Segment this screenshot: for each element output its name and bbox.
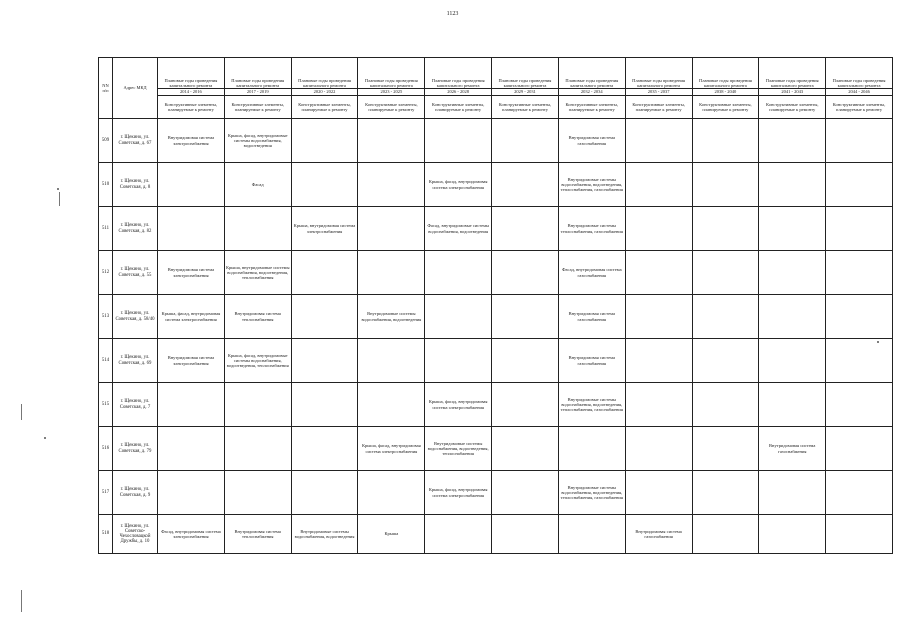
repair-cell: [625, 383, 692, 427]
table-row: [99, 427, 893, 471]
table-row: [99, 515, 893, 554]
years-header: 2014 - 2016: [158, 89, 225, 96]
page-number: 1123: [446, 11, 459, 17]
repair-cell: Внутридомовая система электроснабжения: [158, 119, 225, 163]
scan-mark: [21, 590, 22, 612]
elements-header: Конструктивные элементы, планируемые к ремонту: [759, 96, 826, 119]
elements-header: Конструктивные элементы, планируемые к ремонту: [492, 96, 559, 119]
row-number: 510: [99, 163, 113, 207]
repair-cell: [759, 251, 826, 295]
repair-cell: [826, 427, 893, 471]
repair-cell: [224, 207, 291, 251]
scan-dot: [44, 437, 46, 439]
repair-cell: [826, 515, 893, 554]
repair-cell: Крыша, внутридомовая система электроснабжения: [291, 207, 358, 251]
repair-cell: [492, 207, 559, 251]
repair-cell: [358, 471, 425, 515]
table-header: [99, 58, 893, 119]
table-row: [99, 207, 893, 251]
scan-dot: [877, 341, 879, 343]
repair-cell: [224, 427, 291, 471]
repair-cell: [358, 207, 425, 251]
years-header: 2020 - 2022: [291, 89, 358, 96]
repair-cell: Внутридомовая система газоснабжения: [759, 427, 826, 471]
repair-cell: [492, 163, 559, 207]
repair-cell: [692, 251, 759, 295]
repair-cell: Фасад: [224, 163, 291, 207]
repair-cell: [158, 427, 225, 471]
repair-cell: [492, 515, 559, 554]
plan-header: Плановые годы проведения капитального ремонта: [826, 58, 893, 89]
repair-cell: [291, 295, 358, 339]
repair-cell: Внутридомовая система газоснабжения: [625, 515, 692, 554]
repair-cell: Фасад, внутридомовая система газоснабжения: [558, 251, 625, 295]
elements-header: Конструктивные элементы, планируемые к ремонту: [558, 96, 625, 119]
repair-cell: [826, 251, 893, 295]
elements-header: Конструктивные элементы, планируемые к ремонту: [224, 96, 291, 119]
repair-cell: [692, 119, 759, 163]
repair-cell: [291, 251, 358, 295]
repair-cell: [625, 251, 692, 295]
years-header: 2017 - 2019: [224, 89, 291, 96]
repair-cell: [625, 471, 692, 515]
row-number: 509: [99, 119, 113, 163]
repair-cell: [826, 295, 893, 339]
repair-cell: [492, 471, 559, 515]
repair-cell: [826, 119, 893, 163]
row-number: 517: [99, 471, 113, 515]
scan-mark: [59, 192, 60, 206]
repair-cell: Внутридомовые системы водоснабжения, водоотведения: [358, 295, 425, 339]
row-number: 515: [99, 383, 113, 427]
repair-cell: [358, 339, 425, 383]
repair-cell: Крыша, фасад, внутридомовая система электроснабжения: [425, 383, 492, 427]
table-row: [99, 383, 893, 427]
row-address: г. Щекино, ул. Советская, д. 58/40: [113, 295, 158, 339]
years-header: 2041 - 2043: [759, 89, 826, 96]
repair-cell: [558, 515, 625, 554]
repair-cell: [759, 383, 826, 427]
row-address: г. Щекино, ул. Советская, д. 82: [113, 207, 158, 251]
table-row: [99, 295, 893, 339]
repair-cell: [759, 339, 826, 383]
repair-cell: [692, 515, 759, 554]
plan-header: Плановые годы проведения капитального ремонта: [492, 58, 559, 89]
repair-cell: [692, 383, 759, 427]
row-address: г. Щекино, ул. Советская, д. 67: [113, 119, 158, 163]
plan-header: Плановые годы проведения капитального ремонта: [692, 58, 759, 89]
plan-header: Плановые годы проведения капитального ремонта: [425, 58, 492, 89]
plan-header: Плановые годы проведения капитального ремонта: [625, 58, 692, 89]
elements-header: Конструктивные элементы, планируемые к ремонту: [425, 96, 492, 119]
repair-cell: Крыша, фасад, внутридомовая система электроснабжения: [425, 471, 492, 515]
row-address: г. Щекино, ул. Советская, д. 55: [113, 251, 158, 295]
repair-cell: [759, 295, 826, 339]
table-row: [99, 251, 893, 295]
repair-cell: [224, 383, 291, 427]
row-address: г. Щекино, ул. Советская, д. 8: [113, 163, 158, 207]
repair-cell: [425, 339, 492, 383]
table-row: [99, 119, 893, 163]
repair-cell: [492, 383, 559, 427]
repair-cell: [425, 119, 492, 163]
repair-cell: Фасад, внутридомовая система электроснабжения: [158, 515, 225, 554]
row-address: г. Щекино, ул. Советская, д. 79: [113, 427, 158, 471]
repair-cell: [224, 471, 291, 515]
elements-header: Конструктивные элементы, планируемые к ремонту: [158, 96, 225, 119]
row-number: 518: [99, 515, 113, 554]
repair-cell: [826, 339, 893, 383]
years-header: 2035 - 2037: [625, 89, 692, 96]
row-address: г. Щекино, ул. Советско-Чехословацкой Дружбы, д. 10: [113, 515, 158, 554]
repair-cell: [158, 163, 225, 207]
repair-cell: [291, 119, 358, 163]
repair-cell: [492, 119, 559, 163]
scan-mark: [21, 404, 22, 420]
elements-header: Конструктивные элементы, планируемые к ремонту: [291, 96, 358, 119]
repair-cell: [625, 163, 692, 207]
table-row: [99, 163, 893, 207]
row-address: г. Щекино, ул. Советская, д. 9: [113, 471, 158, 515]
row-number: 513: [99, 295, 113, 339]
repair-cell: [625, 207, 692, 251]
table-body: [99, 119, 893, 554]
repair-cell: [492, 295, 559, 339]
repair-cell: Внутридомовые системы водоснабжения, водоотведения, теплоснабжения, газоснабжения: [558, 383, 625, 427]
repair-cell: [492, 251, 559, 295]
repair-cell: [492, 339, 559, 383]
table-row: [99, 471, 893, 515]
elements-header: Конструктивные элементы, планируемые к ремонту: [625, 96, 692, 119]
capital-repair-table: [98, 57, 893, 554]
repair-cell: [358, 163, 425, 207]
repair-cell: Внутридомовая система теплоснабжения: [224, 515, 291, 554]
repair-cell: [158, 207, 225, 251]
repair-cell: Фасад, внутридомовые системы водоснабжения, водоотведения: [425, 207, 492, 251]
plan-header: Плановые годы проведения капитального ремонта: [291, 58, 358, 89]
plan-header: Плановые годы проведения капитального ремонта: [558, 58, 625, 89]
repair-cell: Внутридомовые системы водоснабжения, водоотведения: [291, 515, 358, 554]
repair-cell: [625, 427, 692, 471]
repair-cell: Крыша: [358, 515, 425, 554]
repair-cell: Крыша, фасад, внутридомовые системы водоснабжения, водоотведения, теплоснабжения: [224, 339, 291, 383]
repair-cell: Крыша, фасад, внутридомовая система электроснабжения: [425, 163, 492, 207]
plan-header: Плановые годы проведения капитального ремонта: [158, 58, 225, 89]
repair-cell: [692, 339, 759, 383]
row-address: г. Щекино, ул. Советская, д. 69: [113, 339, 158, 383]
repair-cell: [291, 383, 358, 427]
plan-header: Плановые годы проведения капитального ремонта: [224, 58, 291, 89]
row-number: 514: [99, 339, 113, 383]
repair-cell: Внутридомовые системы водоснабжения, водоотведения, теплоснабжения, газоснабжения: [558, 471, 625, 515]
repair-cell: [291, 163, 358, 207]
repair-cell: [759, 515, 826, 554]
years-header: 2026 - 2028: [425, 89, 492, 96]
repair-cell: [425, 295, 492, 339]
num-header: NN п/п: [99, 58, 113, 119]
repair-cell: [826, 383, 893, 427]
repair-cell: [625, 295, 692, 339]
repair-cell: Внутридомовая система электроснабжения: [158, 339, 225, 383]
years-header: 2038 - 2040: [692, 89, 759, 96]
repair-cell: Внутридомовая система теплоснабжения: [224, 295, 291, 339]
repair-cell: [291, 471, 358, 515]
repair-cell: [358, 383, 425, 427]
elements-header: Конструктивные элементы, планируемые к ремонту: [692, 96, 759, 119]
address-header: Адрес МКД: [113, 58, 158, 119]
repair-cell: Крыша, фасад, внутридомовая система электроснабжения: [158, 295, 225, 339]
repair-cell: [625, 339, 692, 383]
repair-cell: [826, 471, 893, 515]
repair-cell: Внутридомовая система газоснабжения: [558, 119, 625, 163]
repair-cell: Крыша, фасад, внутридомовая система электроснабжения: [358, 427, 425, 471]
repair-cell: [826, 207, 893, 251]
repair-cell: [291, 427, 358, 471]
years-header: 2032 - 2034: [558, 89, 625, 96]
repair-cell: [425, 251, 492, 295]
years-header: 2023 - 2025: [358, 89, 425, 96]
repair-cell: Внутридомовая система электроснабжения: [158, 251, 225, 295]
repair-cell: [558, 427, 625, 471]
repair-cell: Внутридомовые системы водоснабжения, водоотведения, теплоснабжения: [425, 427, 492, 471]
repair-cell: [158, 471, 225, 515]
elements-header: Конструктивные элементы, планируемые к ремонту: [826, 96, 893, 119]
repair-cell: Внутридомовые системы теплоснабжения, газоснабжения: [558, 207, 625, 251]
repair-cell: [692, 295, 759, 339]
repair-cell: [826, 163, 893, 207]
repair-cell: Внутридомовые системы водоснабжения, водоотведения, теплоснабжения, газоснабжения: [558, 163, 625, 207]
repair-cell: [759, 207, 826, 251]
plan-header: Плановые годы проведения капитального ремонта: [358, 58, 425, 89]
repair-cell: [692, 471, 759, 515]
years-header: 2044 - 2046: [826, 89, 893, 96]
repair-cell: Крыша, внутридомовые системы водоснабжения, водоотведения, теплоснабжения: [224, 251, 291, 295]
repair-cell: Внутридомовая система газоснабжения: [558, 339, 625, 383]
repair-cell: Крыша, фасад, внутридомовые системы водоснабжения, водоотведения: [224, 119, 291, 163]
row-number: 516: [99, 427, 113, 471]
repair-cell: [358, 251, 425, 295]
years-header: 2029 - 2031: [492, 89, 559, 96]
repair-cell: [692, 207, 759, 251]
plan-header: Плановые годы проведения капитального ремонта: [759, 58, 826, 89]
repair-cell: [625, 119, 692, 163]
repair-cell: [492, 427, 559, 471]
elements-header: Конструктивные элементы, планируемые к ремонту: [358, 96, 425, 119]
repair-cell: [692, 163, 759, 207]
repair-cell: Внутридомовая система газоснабжения: [558, 295, 625, 339]
repair-cell: [692, 427, 759, 471]
repair-cell: [759, 471, 826, 515]
repair-cell: [759, 163, 826, 207]
repair-cell: [291, 339, 358, 383]
table-row: [99, 339, 893, 383]
repair-cell: [759, 119, 826, 163]
row-number: 511: [99, 207, 113, 251]
row-number: 512: [99, 251, 113, 295]
repair-cell: [425, 515, 492, 554]
row-address: г. Щекино, ул. Советская, д. 7: [113, 383, 158, 427]
repair-cell: [158, 383, 225, 427]
scan-dot: [57, 188, 59, 190]
repair-cell: [358, 119, 425, 163]
